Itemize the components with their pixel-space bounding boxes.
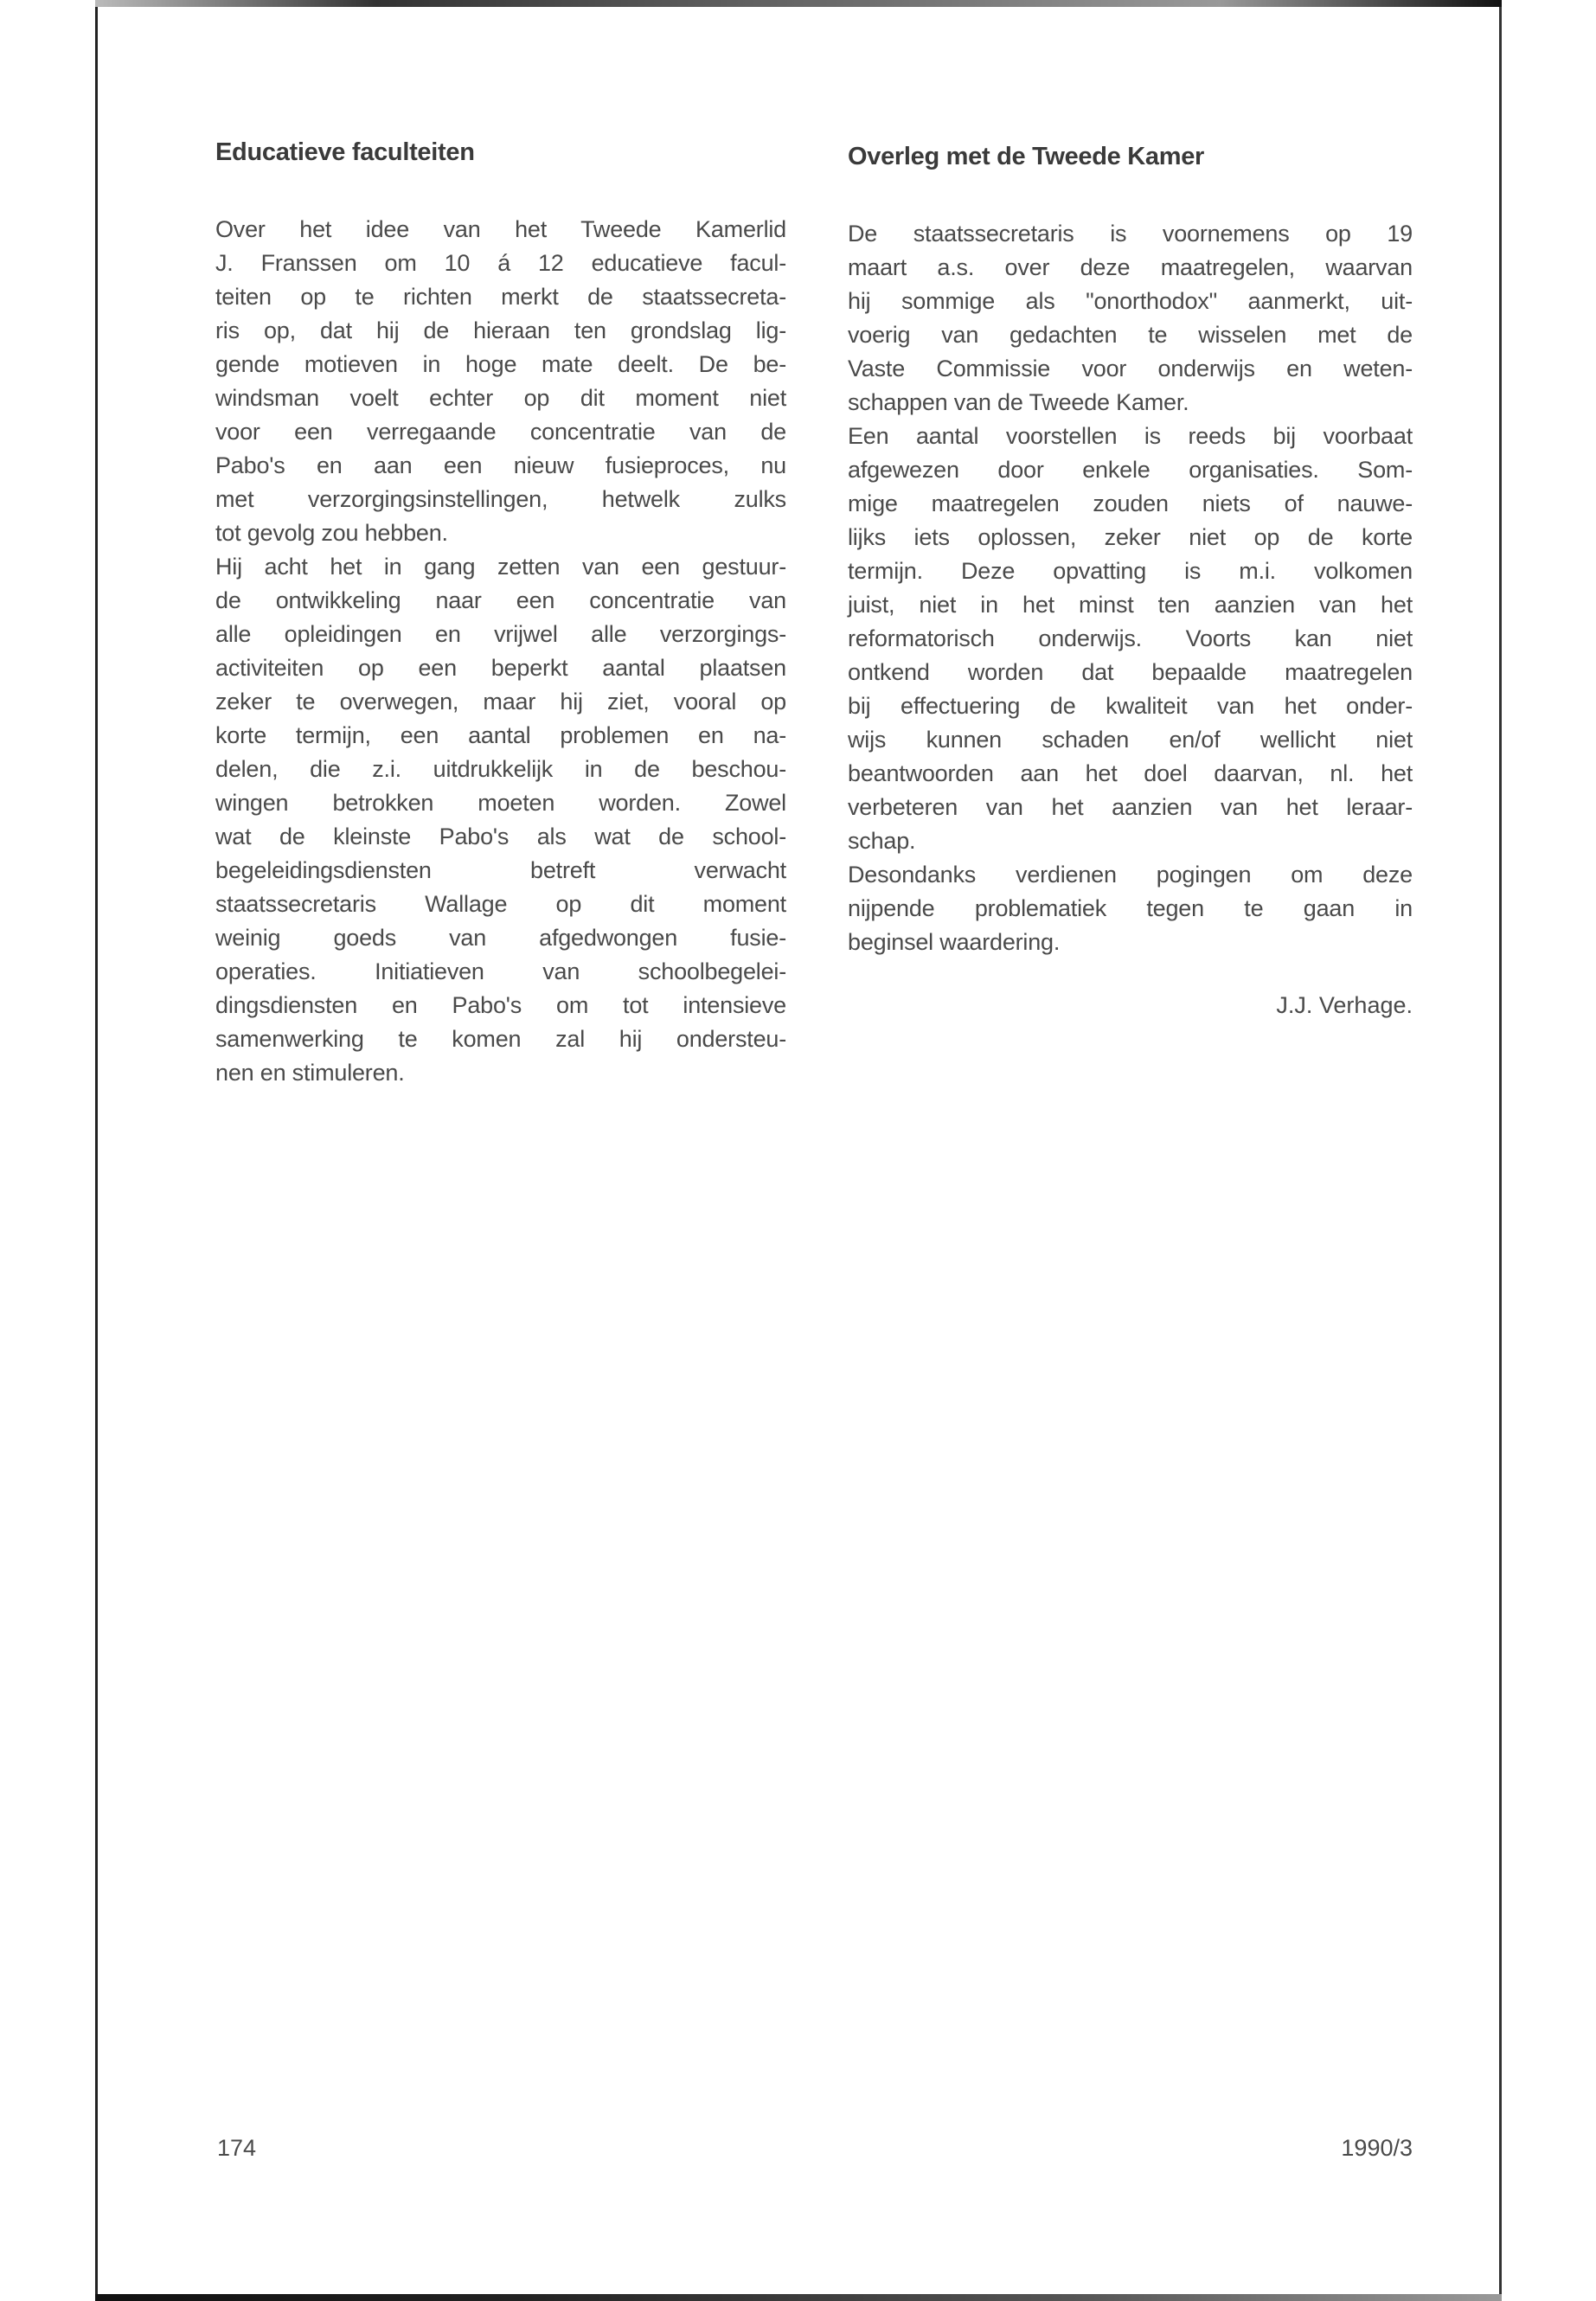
- paragraph: [848, 420, 1413, 858]
- text-line: staatssecretaris Wallage op dit moment: [215, 891, 786, 917]
- text-line: beginsel waardering.: [848, 929, 1061, 955]
- left-column: [215, 137, 786, 1090]
- text-line: Over het idee van het Tweede Kamerlid: [215, 216, 786, 242]
- text-line: J. Franssen om 10 á 12 educatieve facul-: [215, 250, 786, 276]
- text-line: ris op, dat hij de hieraan ten grondslag lig-: [215, 317, 786, 343]
- text-line: wingen betrokken moeten worden. Zowel: [215, 790, 786, 816]
- text-line: gende motieven in hoge mate deelt. De be-: [215, 351, 786, 377]
- text-line: operaties. Initiatieven van schoolbegelei-: [215, 958, 786, 984]
- text-line: wat de kleinste Pabo's als wat de school-: [215, 824, 786, 849]
- section-heading: Overleg met de Tweede Kamer: [848, 143, 1205, 170]
- text-line: ontkend worden dat bepaalde maatregelen: [848, 659, 1413, 685]
- text-line: de ontwikkeling naar een concentratie van: [215, 587, 786, 613]
- text-line: juist, niet in het minst ten aanzien van het: [848, 592, 1413, 618]
- column-body: [848, 217, 1413, 959]
- text-line: teiten op te richten merkt de staatssecreta-: [215, 284, 786, 310]
- text-line: begeleidingsdiensten betreft verwacht: [215, 857, 786, 883]
- text-line: hij sommige als "onorthodox" aanmerkt, uit-: [848, 288, 1413, 314]
- paragraph: [848, 858, 1413, 959]
- text-line: dingsdiensten en Pabo's om tot intensieve: [215, 992, 786, 1018]
- paragraph: [215, 550, 786, 1090]
- text-line: nen en stimuleren.: [215, 1060, 405, 1086]
- scan-edge-top: [95, 0, 1502, 7]
- text-line: De staatssecretaris is voornemens op 19: [848, 221, 1413, 247]
- text-line: met verzorgingsinstellingen, hetwelk zulks: [215, 486, 786, 512]
- paragraph: [848, 217, 1413, 420]
- text-line: Hij acht het in gang zetten van een gestuur-: [215, 554, 786, 580]
- text-line: voor een verregaande concentratie van de: [215, 419, 786, 445]
- text-line: mige maatregelen zouden niets of nauwe-: [848, 490, 1413, 516]
- text-line: termijn. Deze opvatting is m.i. volkomen: [848, 558, 1413, 584]
- text-line: afgewezen door enkele organisaties. Som-: [848, 457, 1413, 483]
- text-line: bij effectuering de kwaliteit van het onder-: [848, 693, 1413, 719]
- text-line: Een aantal voorstellen is reeds bij voorbaat: [848, 423, 1413, 449]
- author-signature: J.J. Verhage.: [1276, 992, 1413, 1018]
- column-body: [215, 213, 786, 1090]
- text-line: schappen van de Tweede Kamer.: [848, 389, 1189, 415]
- text-line: alle opleidingen en vrijwel alle verzorgings-: [215, 621, 786, 647]
- text-line: reformatorisch onderwijs. Voorts kan niet: [848, 625, 1413, 651]
- text-line: korte termijn, een aantal problemen en na-: [215, 722, 786, 748]
- scan-edge-bottom: [95, 2294, 1502, 2301]
- text-line: weinig goeds van afgedwongen fusie-: [215, 925, 786, 951]
- page-number: 174: [217, 2135, 257, 2161]
- right-column: [848, 141, 1413, 959]
- text-line: activiteiten op een beperkt aantal plaatsen: [215, 655, 786, 681]
- text-line: zeker te overwegen, maar hij ziet, vooral op: [215, 689, 786, 715]
- text-line: samenwerking te komen zal hij ondersteu-: [215, 1026, 786, 1052]
- paragraph: [215, 213, 786, 550]
- text-line: Desondanks verdienen pogingen om deze: [848, 862, 1413, 888]
- text-line: wijs kunnen schaden en/of wellicht niet: [848, 727, 1413, 753]
- text-line: nijpende problematiek tegen te gaan in: [848, 895, 1413, 921]
- text-line: Pabo's en aan een nieuw fusieproces, nu: [215, 452, 786, 478]
- text-line: verbeteren van het aanzien van het leraar-: [848, 794, 1413, 820]
- text-line: lijks iets oplossen, zeker niet op de korte: [848, 524, 1413, 550]
- text-line: delen, die z.i. uitdrukkelijk in de beschou-: [215, 756, 786, 782]
- text-line: schap.: [848, 828, 916, 854]
- text-line: maart a.s. over deze maatregelen, waarvan: [848, 254, 1413, 280]
- text-line: Vaste Commissie voor onderwijs en weten-: [848, 356, 1413, 381]
- text-line: voerig van gedachten te wisselen met de: [848, 322, 1413, 348]
- text-line: tot gevolg zou hebben.: [215, 520, 448, 546]
- text-line: windsman voelt echter op dit moment niet: [215, 385, 786, 411]
- text-line: beantwoorden aan het doel daarvan, nl. het: [848, 760, 1413, 786]
- section-heading: Educatieve faculteiten: [215, 138, 475, 166]
- issue-number: 1990/3: [1341, 2135, 1413, 2161]
